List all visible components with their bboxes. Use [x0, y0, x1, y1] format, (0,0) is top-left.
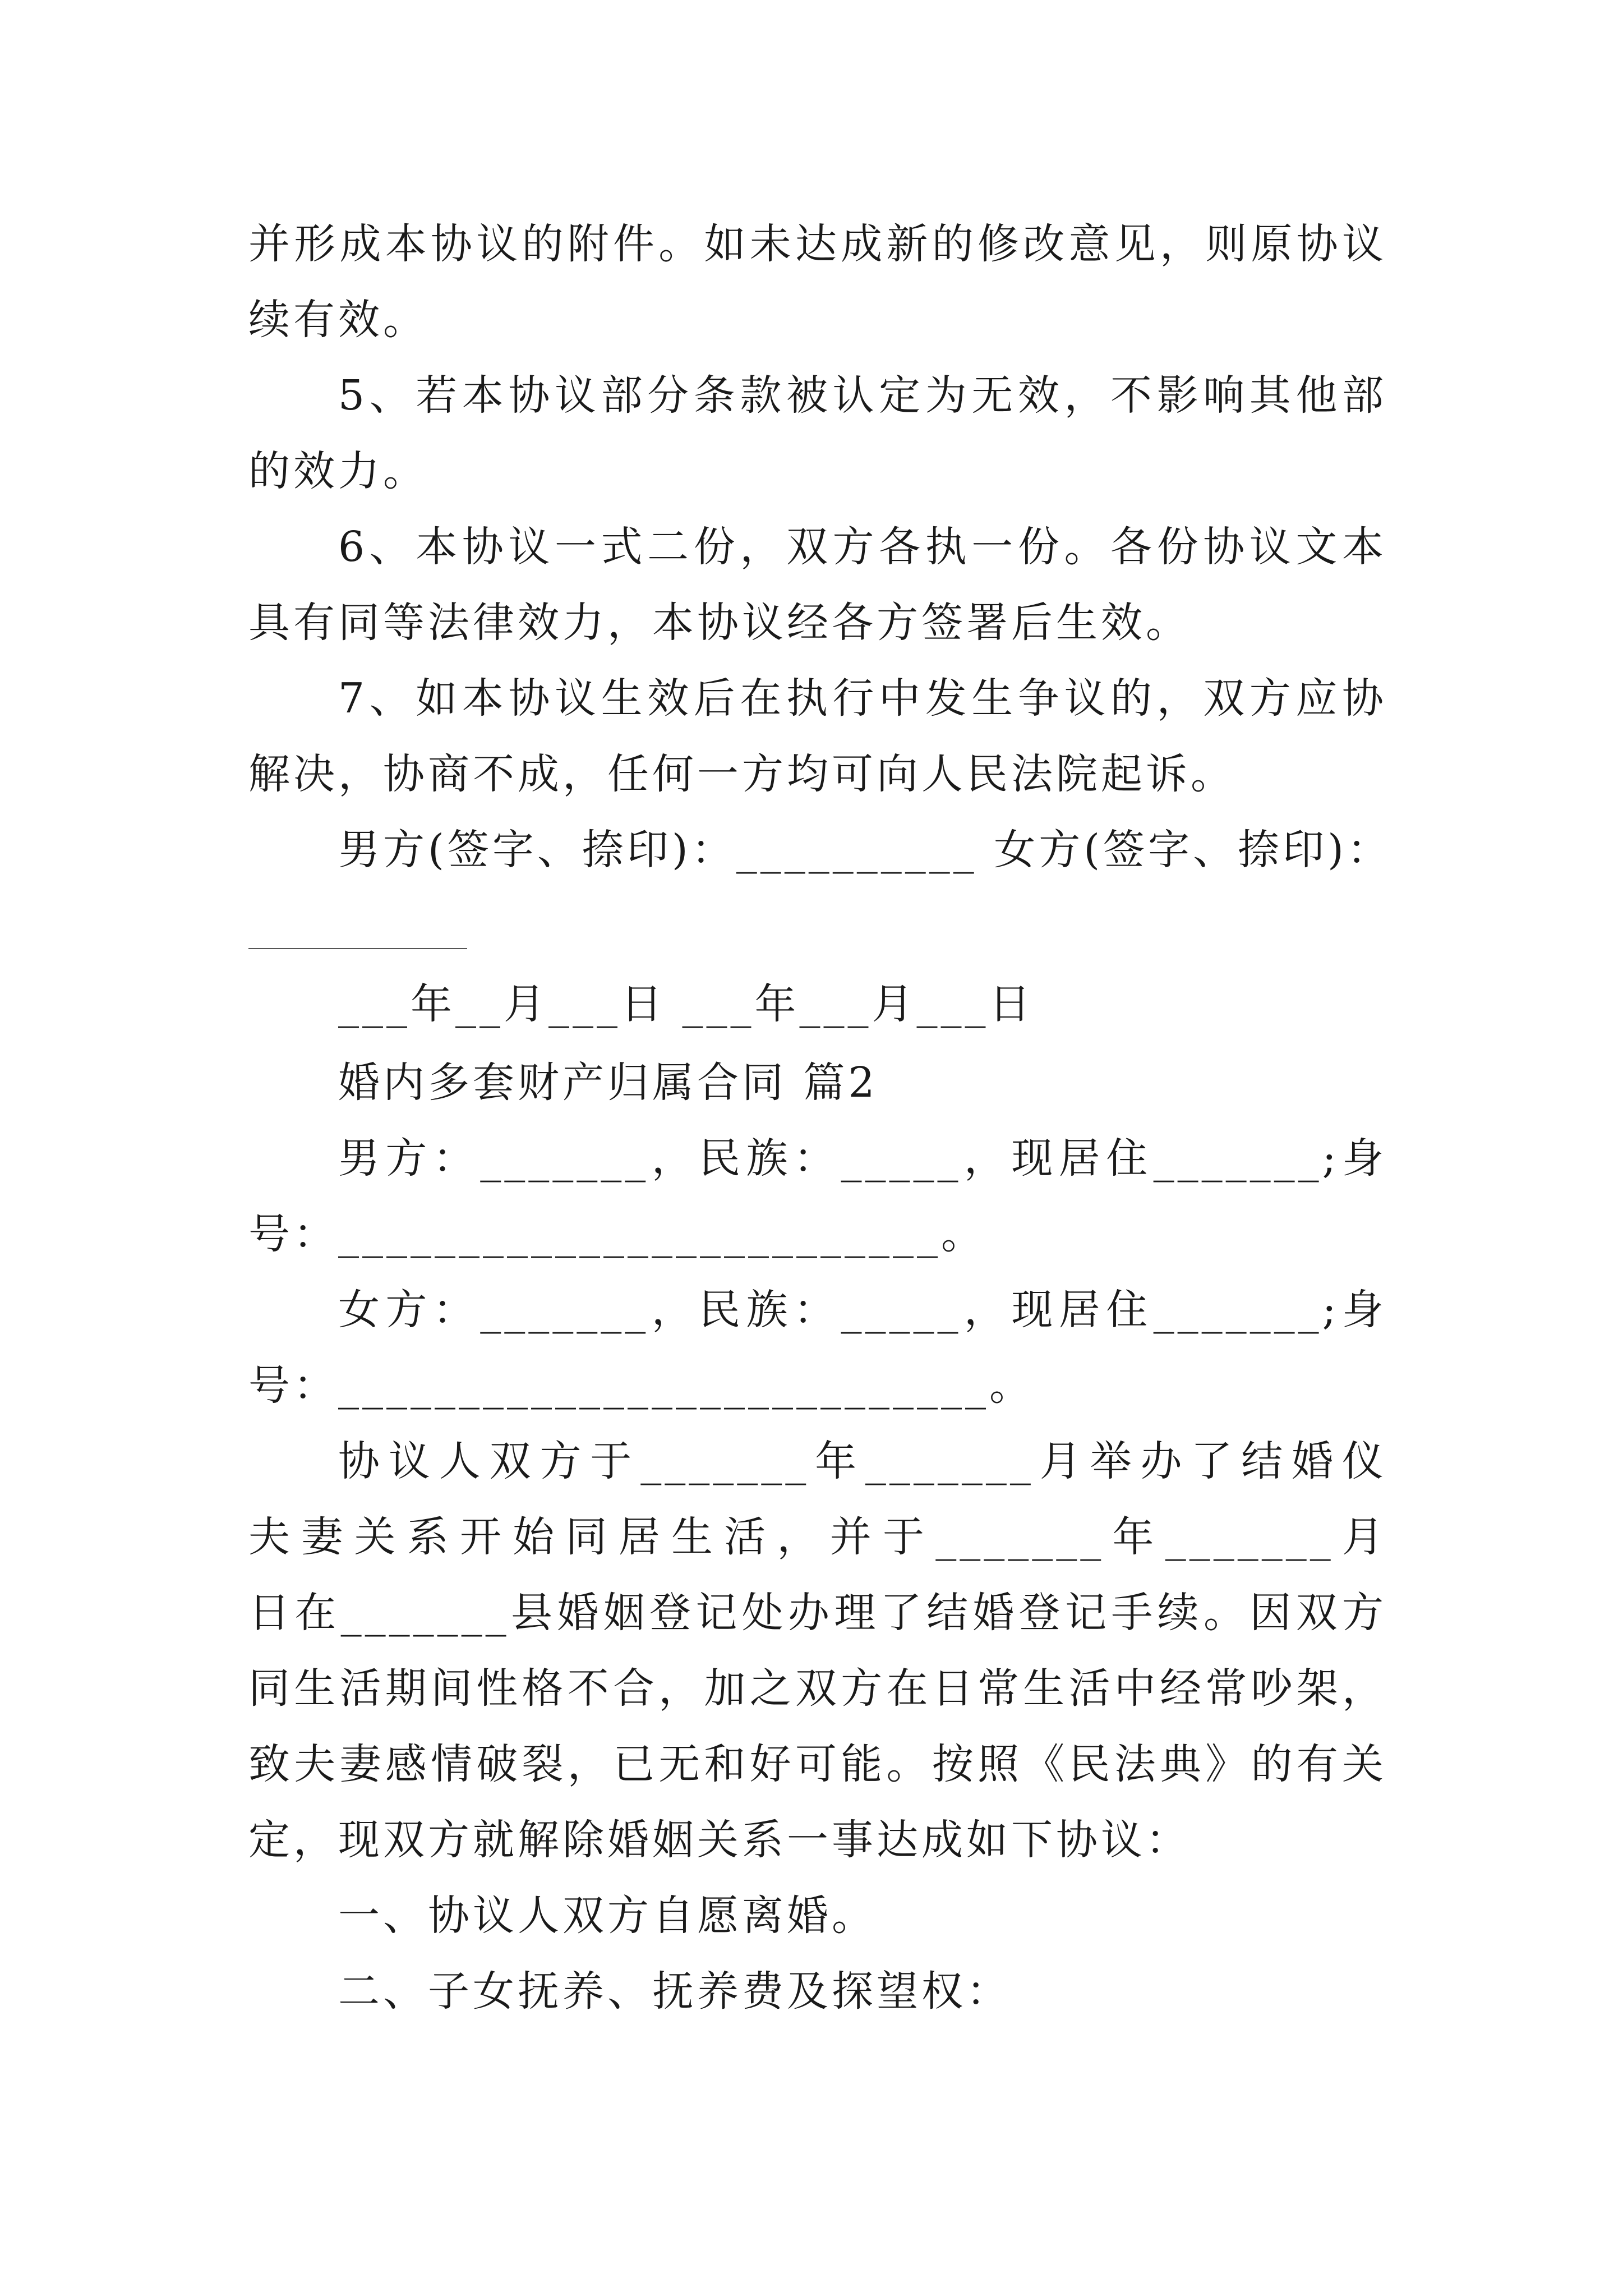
paragraph-line: 续有效。: [248, 296, 428, 344]
clause-5-line: 5、若本协议部分条款被认定为无效，不影响其他部: [338, 371, 1387, 420]
paragraph-line: 致夫妻感情破裂，已无和好可能。按照《民法典》的有关: [248, 1740, 1387, 1788]
article-2-line: 二、子女抚养、抚养费及探望权：: [338, 1967, 1011, 2016]
paragraph-line: 日在_______县婚姻登记处办理了结婚登记手续。因双方: [248, 1589, 1387, 1637]
husband-id-line: 号：_________________________。: [248, 1210, 986, 1258]
paragraph-line: 并形成本协议的附件。如未达成新的修改意见，则原协议: [248, 220, 1387, 268]
paragraph-line: 定，现双方就解除婚姻关系一事达成如下协议：: [248, 1816, 1191, 1864]
paragraph-line: 具有同等法律效力，本协议经各方签署后生效。: [248, 599, 1191, 647]
signature-blank-underline: [248, 948, 467, 949]
wife-id-line: 号：___________________________。: [248, 1361, 1034, 1410]
clause-7-line: 7、如本协议生效后在执行中发生争议的，双方应协: [338, 674, 1387, 723]
paragraph-line: 协议人双方于_______年_______月举办了结婚仪: [338, 1437, 1387, 1485]
paragraph-line: 夫妻关系开始同居生活，并于_______年_______月: [248, 1513, 1387, 1561]
date-line: ___年__月___日 ___年___月___日: [338, 980, 1034, 1028]
article-1-line: 一、协议人双方自愿离婚。: [338, 1892, 877, 1940]
wife-info-line: 女方：_______，民族：_____，现居住_______;身: [338, 1286, 1387, 1334]
husband-info-line: 男方：_______，民族：_____，现居住_______;身: [338, 1134, 1387, 1182]
clause-6-line: 6、本协议一式二份，双方各执一份。各份协议文本: [338, 523, 1387, 571]
paragraph-line: 的效力。: [248, 447, 428, 495]
signature-line: 男方(签字、捺印)：__________ 女方(签字、捺印)：: [338, 826, 1393, 874]
section-title: 婚内多套财产归属合同 篇2: [338, 1059, 878, 1107]
paragraph-line: 同生活期间性格不合，加之双方在日常生活中经常吵架，: [248, 1664, 1387, 1713]
paragraph-line: 解决，协商不成，任何一方均可向人民法院起诉。: [248, 750, 1235, 798]
